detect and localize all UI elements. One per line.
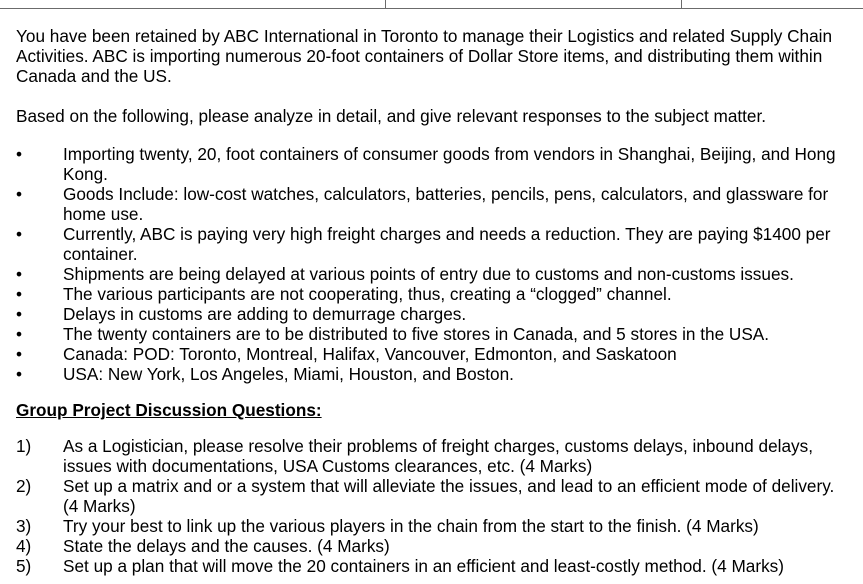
list-item: • Delays in customs are adding to demurrage charges. — [16, 304, 467, 324]
question-item — [16, 516, 854, 536]
question-item — [16, 556, 854, 576]
list-item: • Goods Include: low-cost watches, calculators, batteries, pencils, pens, calculators, and glassware for home use. — [16, 184, 829, 224]
question-text: Try your best to link up the various players in the chain from the start to the finish. (4 Marks) — [63, 516, 759, 536]
section-heading: Group Project Discussion Questions: — [16, 400, 322, 420]
question-text: As a Logistician, please resolve their problems of freight charges, customs delays, inbound delays, issues with documentations, USA Customs clearances, etc. (4 Marks) — [63, 436, 813, 476]
list-item: • The various participants are not cooperating, thus, creating a “clogged” channel. — [16, 284, 672, 304]
document-body — [16, 26, 854, 576]
bullet-icon: • — [16, 224, 23, 244]
list-item: • Importing twenty, 20, foot containers of consumer goods from vendors in Shanghai, Beijing, and Hong Kong. — [16, 144, 836, 184]
intro-paragraph: You have been retained by ABC International in Toronto to manage their Logistics and related Supply Chain Activities. ABC is importing numerous 20-foot containers of Dollar Store items, and distributing them within Canada and the US. — [16, 26, 832, 86]
table-border-top — [0, 0, 863, 9]
facts-list — [16, 144, 854, 384]
question-number: 1) — [16, 436, 32, 456]
questions-list — [16, 436, 854, 576]
list-item: • Canada: POD: Toronto, Montreal, Halifax, Vancouver, Edmonton, and Saskatoon — [16, 344, 677, 364]
question-number: 3) — [16, 516, 32, 536]
table-cell-divider — [681, 0, 682, 8]
question-text: State the delays and the causes. (4 Marks) — [63, 536, 390, 556]
question-item — [16, 536, 854, 556]
list-item: • The twenty containers are to be distributed to five stores in Canada, and 5 stores in the USA. — [16, 324, 770, 344]
question-number: 2) — [16, 476, 32, 496]
bullet-icon: • — [16, 144, 23, 164]
bullet-icon: • — [16, 344, 23, 364]
question-item — [16, 476, 854, 516]
list-item: • USA: New York, Los Angeles, Miami, Houston, and Boston. — [16, 364, 514, 384]
bullet-icon: • — [16, 324, 23, 344]
bullet-icon: • — [16, 304, 23, 324]
bullet-icon: • — [16, 284, 23, 304]
question-item — [16, 436, 854, 476]
question-text: Set up a matrix and or a system that will alleviate the issues, and lead to an efficient mode of delivery. (4 Marks) — [63, 476, 835, 516]
bullet-icon: • — [16, 184, 23, 204]
question-number: 5) — [16, 556, 32, 576]
list-item: • Currently, ABC is paying very high freight charges and needs a reduction. They are paying $1400 per container. — [16, 224, 831, 264]
list-item: • Shipments are being delayed at various points of entry due to customs and non-customs issues. — [16, 264, 794, 284]
bullet-icon: • — [16, 364, 23, 384]
question-number: 4) — [16, 536, 32, 556]
table-cell-divider — [385, 0, 386, 8]
instruction-paragraph: Based on the following, please analyze in detail, and give relevant responses to the subject matter. — [16, 106, 767, 126]
bullet-icon: • — [16, 264, 23, 284]
question-text: Set up a plan that will move the 20 containers in an efficient and least-costly method. (4 Marks) — [63, 556, 784, 576]
